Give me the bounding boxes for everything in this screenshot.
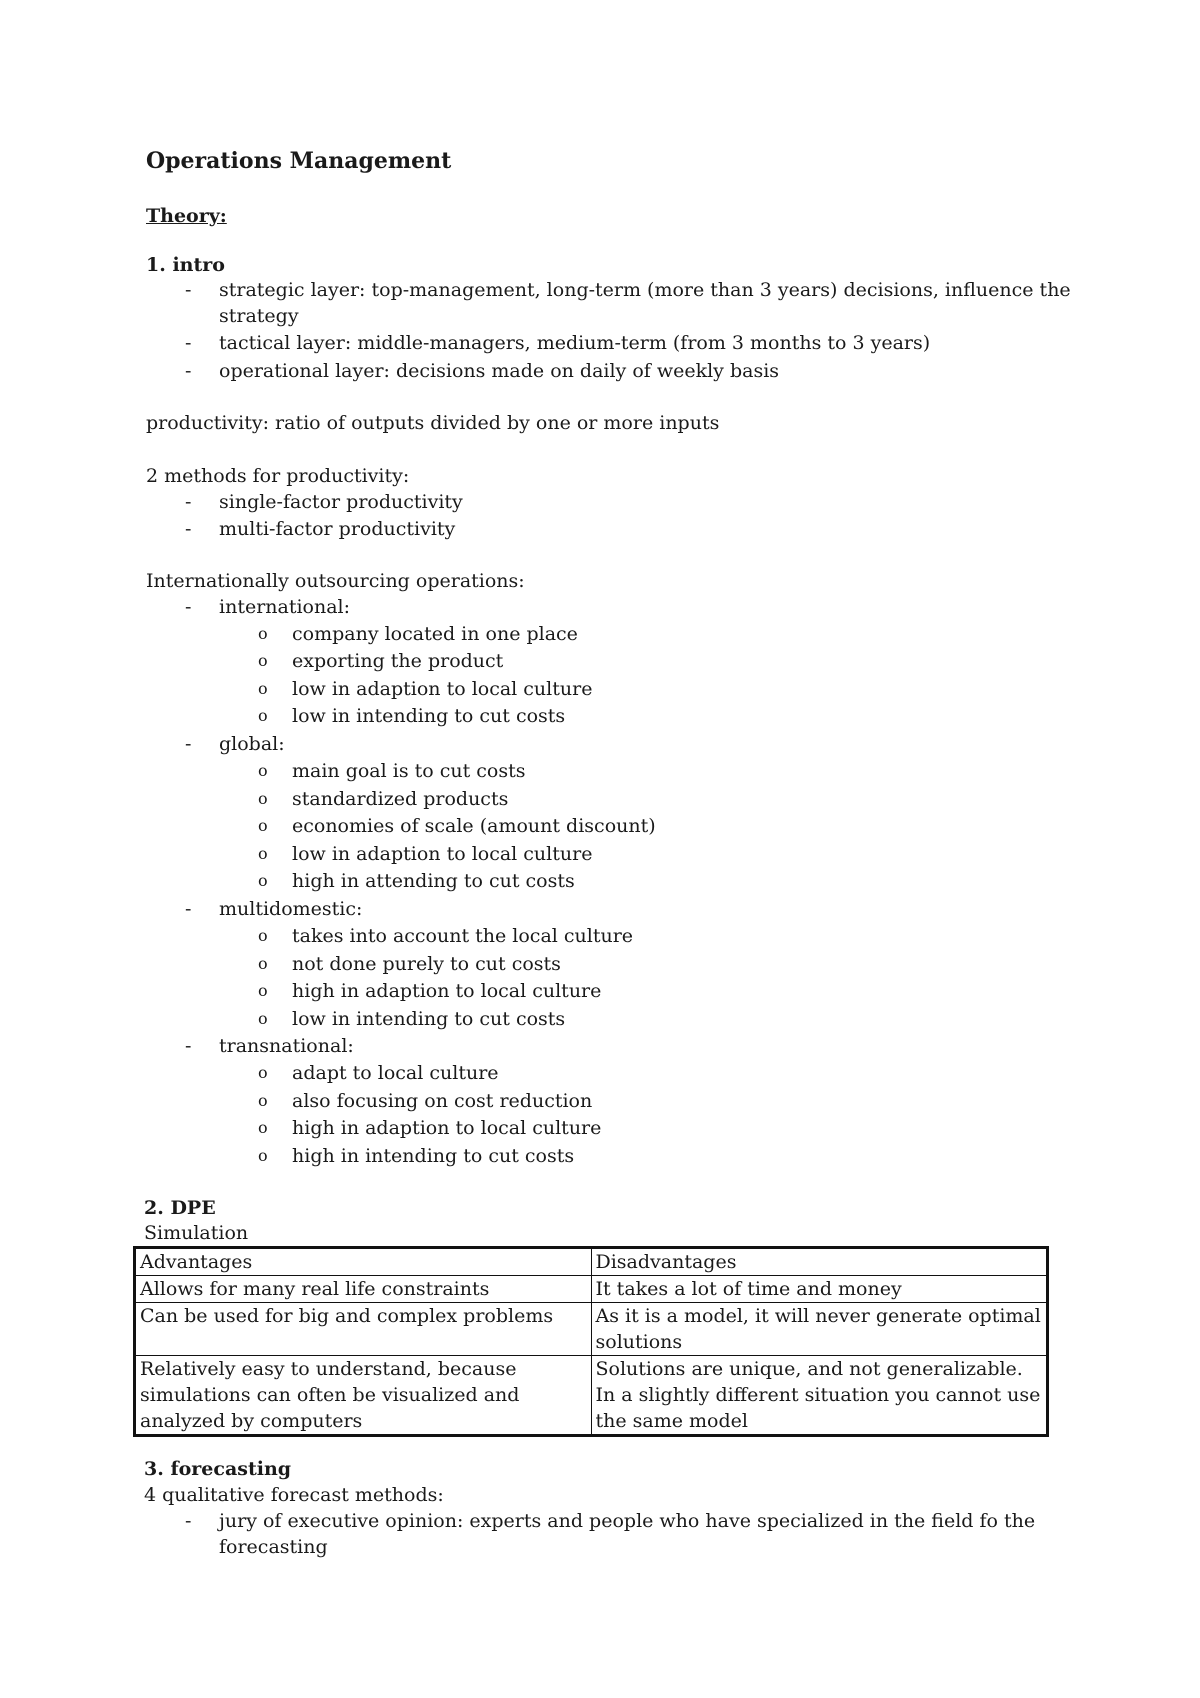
table-header-cell: Disadvantages xyxy=(591,1248,1048,1276)
bullet-marker: o xyxy=(258,1091,268,1110)
bullet-marker: o xyxy=(258,706,268,725)
sub-list-item: low in adaption to local culture xyxy=(292,843,593,865)
bullet-marker: o xyxy=(258,871,268,890)
sub-list-item: low in intending to cut costs xyxy=(292,1008,566,1030)
list-item: strategic layer: top-management, long-term (more than 3 years) decisions, influence the xyxy=(219,279,1071,301)
section-heading-intro: 1. intro xyxy=(146,254,225,276)
bullet-marker: o xyxy=(258,761,268,780)
list-item: single-factor productivity xyxy=(219,491,463,513)
dash-marker: - xyxy=(185,279,192,301)
bullet-marker: o xyxy=(258,844,268,863)
list-item: operational layer: decisions made on daily of weekly basis xyxy=(219,360,780,382)
list-item: multi-factor productivity xyxy=(219,518,456,540)
dash-marker: - xyxy=(185,733,192,755)
table-cell: Can be used for big and complex problems xyxy=(135,1303,592,1356)
sub-list-item: not done purely to cut costs xyxy=(292,953,561,975)
theory-heading: Theory: xyxy=(146,205,227,227)
table-header-row xyxy=(135,1248,1048,1276)
dash-marker: - xyxy=(185,596,192,618)
list-item: tactical layer: middle-managers, medium-term (from 3 months to 3 years) xyxy=(219,332,931,354)
section-heading-dpe: 2. DPE xyxy=(144,1197,216,1219)
dash-marker: - xyxy=(185,360,192,382)
paragraph-productivity: productivity: ratio of outputs divided by one or more inputs xyxy=(146,412,720,434)
sub-list-item: high in adaption to local culture xyxy=(292,1117,602,1139)
bullet-marker: o xyxy=(258,651,268,670)
list-item-continuation: forecasting xyxy=(219,1536,328,1558)
bullet-marker: o xyxy=(258,981,268,1000)
bullet-marker: o xyxy=(258,679,268,698)
bullet-marker: o xyxy=(258,1063,268,1082)
dash-marker: - xyxy=(185,491,192,513)
bullet-marker: o xyxy=(258,954,268,973)
paragraph-methods-heading: 2 methods for productivity: xyxy=(146,465,410,487)
dash-marker: - xyxy=(185,1035,192,1057)
bullet-marker: o xyxy=(258,789,268,808)
table-row xyxy=(135,1276,1048,1303)
table-cell: Relatively easy to understand, because simulations can often be visualized and analyzed by computers xyxy=(135,1356,592,1436)
section-heading-forecasting: 3. forecasting xyxy=(144,1458,292,1480)
dash-marker: - xyxy=(185,898,192,920)
group-label-global: global: xyxy=(219,733,285,755)
sub-list-item: adapt to local culture xyxy=(292,1062,499,1084)
group-label-multidomestic: multidomestic: xyxy=(219,898,363,920)
list-item: jury of executive opinion: experts and people who have specialized in the field fo the xyxy=(219,1510,1036,1532)
bullet-marker: o xyxy=(258,816,268,835)
bullet-marker: o xyxy=(258,624,268,643)
table-cell: It takes a lot of time and money xyxy=(591,1276,1048,1303)
paragraph-outsourcing-heading: Internationally outsourcing operations: xyxy=(146,570,525,592)
dash-marker: - xyxy=(185,1510,192,1532)
sub-list-item: also focusing on cost reduction xyxy=(292,1090,593,1112)
sub-list-item: high in adaption to local culture xyxy=(292,980,602,1002)
simulation-table xyxy=(133,1246,1049,1437)
sub-list-item: main goal is to cut costs xyxy=(292,760,526,782)
dash-marker: - xyxy=(185,518,192,540)
subheading-simulation: Simulation xyxy=(144,1222,249,1244)
bullet-marker: o xyxy=(258,1118,268,1137)
list-item-continuation: strategy xyxy=(219,305,299,327)
table-cell: Solutions are unique, and not generalizable. In a slightly different situation you cannot use the same model xyxy=(591,1356,1048,1436)
sub-list-item: exporting the product xyxy=(292,650,504,672)
bullet-marker: o xyxy=(258,1009,268,1028)
table-cell: Allows for many real life constraints xyxy=(135,1276,592,1303)
document-title: Operations Management xyxy=(146,148,452,174)
table-row xyxy=(135,1303,1048,1356)
table-row xyxy=(135,1356,1048,1436)
dash-marker: - xyxy=(185,332,192,354)
paragraph-forecast-intro: 4 qualitative forecast methods: xyxy=(144,1484,444,1506)
sub-list-item: low in intending to cut costs xyxy=(292,705,566,727)
sub-list-item: takes into account the local culture xyxy=(292,925,634,947)
sub-list-item: economies of scale (amount discount) xyxy=(292,815,656,837)
sub-list-item: standardized products xyxy=(292,788,509,810)
bullet-marker: o xyxy=(258,926,268,945)
bullet-marker: o xyxy=(258,1146,268,1165)
sub-list-item: low in adaption to local culture xyxy=(292,678,593,700)
table-cell: As it is a model, it will never generate optimal solutions xyxy=(591,1303,1048,1356)
table-header-cell: Advantages xyxy=(135,1248,592,1276)
sub-list-item: high in attending to cut costs xyxy=(292,870,575,892)
sub-list-item: company located in one place xyxy=(292,623,578,645)
group-label-international: international: xyxy=(219,596,351,618)
group-label-transnational: transnational: xyxy=(219,1035,354,1057)
sub-list-item: high in intending to cut costs xyxy=(292,1145,575,1167)
